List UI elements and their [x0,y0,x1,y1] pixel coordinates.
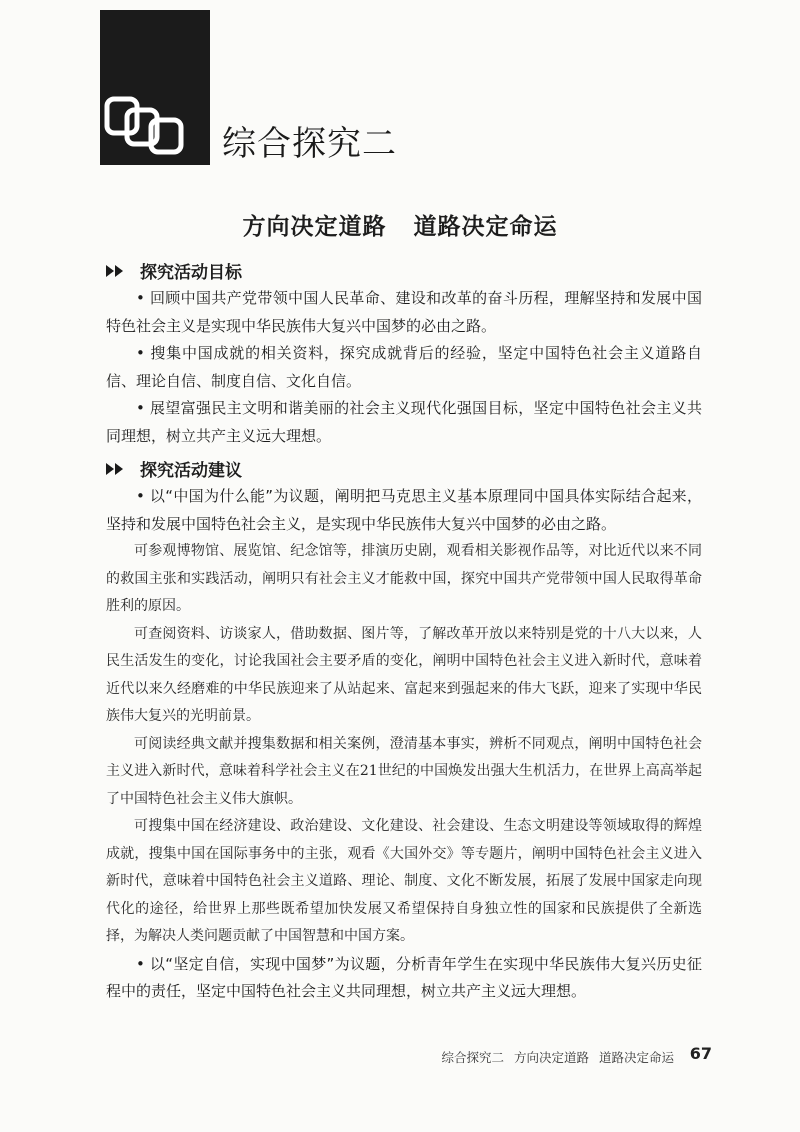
page-title: 方向决定道路 道路决定命运 [242,214,558,240]
double-arrow-icon [106,265,126,277]
page-number: 67 [689,1044,712,1063]
suggestion-paragraph: 可查阅资料、访谈家人，借助数据、图片等，了解改革开放以来特别是党的十八大以来，人民生活发生的变化，讨论我国社会主要矛盾的变化，阐明中国特色社会主义进入新时代，意味着近代以来久经磨难的中华民族迎来了从站起来、富起来到强起来的伟大飞跃，迎来了实现中华民族伟大复兴的光明前景。 [106,625,702,724]
double-arrow-icon [106,463,126,475]
chapter-title: 综合探究二 [222,124,397,164]
section-heading-goals [106,258,242,283]
section-heading-text: 探究活动建议 [140,461,242,481]
suggestion-paragraph: 可阅读经典文献并搜集数据和相关案例，澄清基本事实，辨析不同观点，阐明中国特色社会主义进入新时代，意味着科学社会主义在21世纪的中国焕发出强大生机活力，在世界上高高举起了中国特色社会主义伟大旗帜。 [106,735,702,807]
linked-squares-icon [104,96,190,156]
suggestion-paragraph: 可参观博物馆、展览馆、纪念馆等，排演历史剧，观看相关影视作品等，对比近代以来不同的救国主张和实践活动，阐明只有社会主义才能救中国，探究中国共产党带领中国人民取得革命胜利的原因。 [106,543,702,614]
suggestion-paragraph: 可搜集中国在经济建设、政治建设、文化建设、社会建设、生态文明建设等领域取得的辉煌成就，搜集中国在国际事务中的主张，观看《大国外交》等专题片，阐明中国特色社会主义进入新时代，意味着中国特色社会主义道路、理论、制度、文化不断发展，拓展了发展中国家走向现代化的途径，给世界上那些既希望加快发展又希望保持自身独立性的国家和民族提供了全新选择，为解决人类问题贡献了中国智慧和中国方案。 [106,818,702,944]
suggestion-bullet: • 以“中国为什么能”为议题，阐明把马克思主义基本原理同中国具体实际结合起来，坚持和发展中国特色社会主义，是实现中华民族伟大复兴中国梦的必由之路。 [106,487,702,533]
goals-list [106,285,702,450]
goal-item: • 回顾中国共产党带领中国人民革命、建设和改革的奋斗历程，理解坚持和发展中国特色社会主义是实现中华民族伟大复兴中国梦的必由之路。 [106,289,702,335]
running-footer: 综合探究二 方向决定道路 道路决定命运 [441,1050,674,1065]
suggestions-body [106,483,702,1006]
goal-item: • 搜集中国成就的相关资料，探究成就背后的经验，坚定中国特色社会主义道路自信、理论自信、制度自信、文化自信。 [106,344,702,390]
suggestion-bullet: • 以“坚定自信，实现中国梦”为议题，分析青年学生在实现中华民族伟大复兴历史征程中的责任，坚定中国特色社会主义共同理想，树立共产主义远大理想。 [106,954,702,1000]
goal-item: • 展望富强民主文明和谐美丽的社会主义现代化强国目标，坚定中国特色社会主义共同理想，树立共产主义远大理想。 [106,399,702,445]
section-heading-suggestions [106,456,242,481]
section-heading-text: 探究活动目标 [140,263,242,283]
